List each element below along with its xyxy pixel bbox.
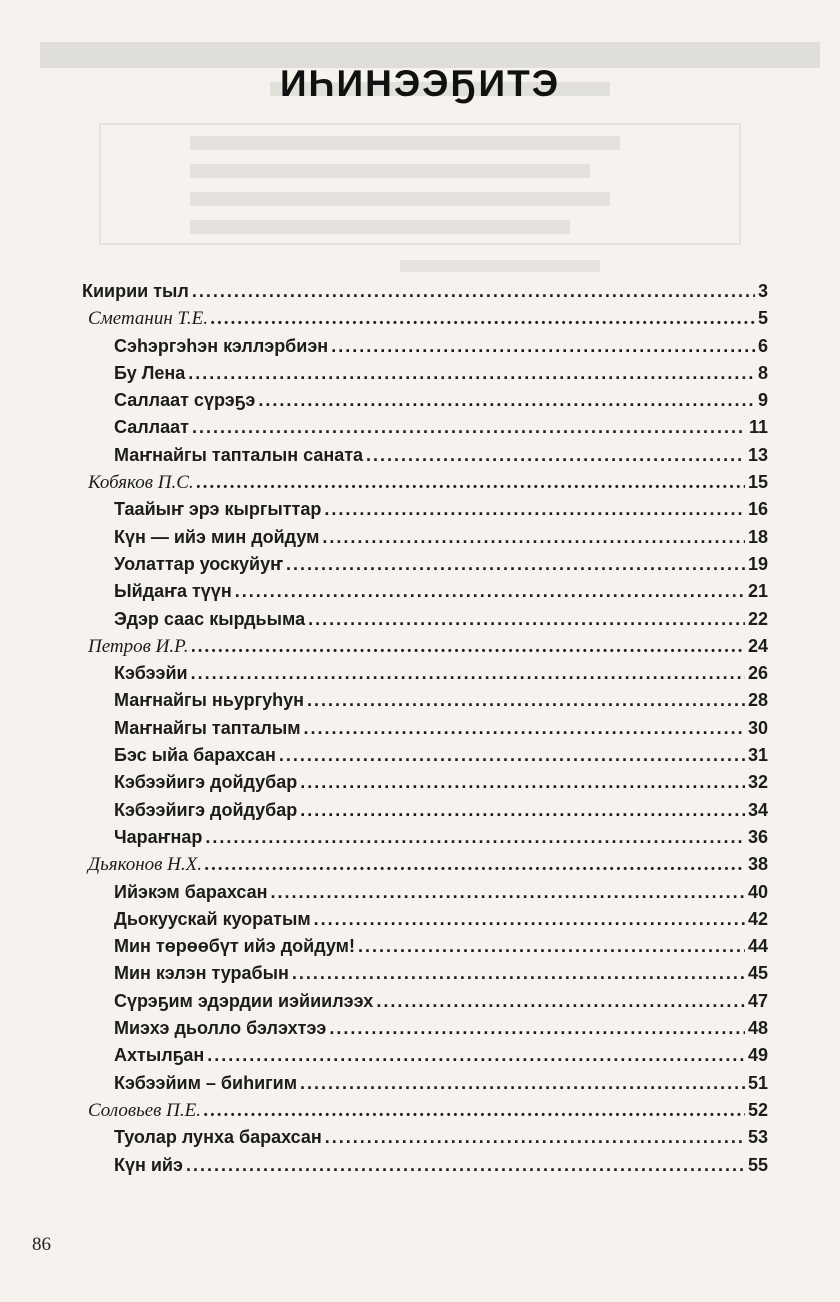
toc-entry-title: Сметанин Т.Е. [88, 308, 209, 330]
dot-leader [191, 663, 745, 684]
toc-entry-title: Дьяконов Н.Х. [88, 854, 202, 876]
dot-leader [186, 1155, 745, 1176]
toc-author-entry [88, 854, 768, 881]
toc-poem-entry [114, 663, 768, 690]
toc-entry-title: Петров И.Р. [88, 635, 189, 657]
toc-poem-entry [114, 336, 768, 363]
toc-poem-entry [114, 909, 768, 936]
toc-entry-page: 16 [747, 499, 768, 520]
dot-leader [279, 745, 745, 766]
toc-entry-title: Уолаттар уоскуйуҥ [114, 553, 283, 574]
toc-poem-entry [114, 1073, 768, 1100]
toc-poem-entry [114, 1155, 768, 1182]
toc-entry-page: 38 [747, 854, 768, 875]
dot-leader [235, 581, 745, 602]
toc-entry-page: 40 [747, 881, 768, 902]
toc-entry-title: Эдэр саас кырдьыма [114, 608, 306, 629]
dot-leader [286, 554, 745, 575]
page-number: 86 [32, 1234, 51, 1255]
toc-entry-page: 3 [757, 281, 768, 301]
dot-leader [188, 363, 755, 384]
toc-author-entry [88, 636, 768, 663]
dot-leader [204, 1100, 745, 1122]
toc-poem-entry [114, 363, 768, 390]
toc-poem-entry [114, 991, 768, 1018]
toc-poem-entry [114, 1045, 768, 1072]
toc-entry-page: 19 [747, 553, 768, 574]
toc-entry-title: Кэбээйим – биһигим [114, 1072, 298, 1093]
toc-entry-title: Саллаат сүрэҕэ [114, 390, 256, 411]
dot-leader [322, 527, 745, 548]
toc-entry-title: Кэбээйигэ дойдубар [114, 772, 298, 793]
toc-entry-page: 6 [757, 335, 768, 356]
toc-poem-entry [114, 554, 768, 581]
toc-entry-page: 45 [747, 963, 768, 984]
toc-entry-page: 13 [747, 444, 768, 465]
toc-entry-page: 8 [757, 362, 768, 383]
toc-entry-page: 31 [747, 745, 768, 766]
toc-entry-title: Кэбээйи [114, 663, 188, 684]
dot-leader [325, 1127, 745, 1148]
toc-entry-title: Күн ийэ [114, 1154, 183, 1175]
toc-entry-title: Чараҥнар [114, 826, 203, 847]
dot-leader [308, 609, 745, 630]
dot-leader [207, 1045, 745, 1066]
toc-entry-title: Мин төрөөбүт ийэ дойдум! [114, 936, 355, 957]
toc-entry-title: Күн — ийэ мин дойдум [114, 526, 320, 547]
toc-entry-title: Соловьев П.Е. [88, 1099, 201, 1121]
dot-leader [307, 690, 745, 711]
toc-poem-entry [114, 882, 768, 909]
toc-entry-title: Ахтылҕан [114, 1045, 205, 1066]
dot-leader [300, 800, 745, 821]
toc-poem-entry [114, 827, 768, 854]
toc-entry-page: 49 [747, 1045, 768, 1066]
dot-leader [329, 1018, 745, 1039]
toc-entry-page: 47 [747, 990, 768, 1011]
toc-poem-entry [114, 936, 768, 963]
toc-entry-title: Миэхэ дьолло бэлэхтээ [114, 1018, 327, 1039]
toc-poem-entry [114, 581, 768, 608]
toc-entry-page: 28 [747, 690, 768, 711]
dot-leader [304, 718, 745, 739]
dot-leader [211, 308, 755, 330]
toc-poem-entry [114, 499, 768, 526]
dot-leader [205, 827, 745, 848]
toc-entry-page: 30 [747, 717, 768, 738]
dot-leader [271, 882, 745, 903]
toc-entry-title: Сэһэргэһэн кэллэрбиэн [114, 335, 329, 356]
dot-leader [300, 772, 745, 793]
dot-leader [324, 499, 745, 520]
toc-entry-page: 52 [747, 1099, 768, 1120]
dot-leader [376, 991, 745, 1012]
toc-section-entry [82, 281, 768, 308]
page-title: ИҺИНЭЭҔИТЭ [279, 62, 561, 104]
dot-leader [192, 281, 755, 302]
toc-poem-entry [114, 800, 768, 827]
toc-entry-page: 53 [747, 1127, 768, 1148]
toc-entry-title: Саллаат [114, 417, 189, 438]
toc-poem-entry [114, 390, 768, 417]
toc-entry-page: 44 [747, 936, 768, 957]
toc-entry-page: 34 [747, 799, 768, 820]
toc-entry-page: 26 [747, 663, 768, 684]
toc-entry-title: Таайыҥ эрэ кыргыттар [114, 499, 322, 520]
toc-entry-page: 22 [747, 608, 768, 629]
toc-entry-page: 42 [747, 908, 768, 929]
dot-leader [192, 417, 746, 438]
dot-leader [205, 854, 745, 876]
toc-entry-page: 51 [747, 1072, 768, 1093]
toc-entry-title: Ыйдаҥа түүн [114, 581, 232, 602]
toc-entry-title: Дьокуускай куоратым [114, 908, 311, 929]
toc-poem-entry [114, 772, 768, 799]
toc-poem-entry [114, 445, 768, 472]
dot-leader [300, 1073, 745, 1094]
toc-entry-page: 9 [757, 390, 768, 411]
toc-poem-entry [114, 745, 768, 772]
toc-entry-title: Маҥнайгы ньургуһун [114, 690, 304, 711]
toc-entry-title: Маҥнайгы тапталын саната [114, 444, 364, 465]
toc-entry-page: 11 [748, 417, 768, 438]
dot-leader [197, 472, 745, 494]
toc-entry-page: 21 [747, 581, 768, 602]
toc-poem-entry [114, 718, 768, 745]
toc-entry-title: Бэс ыйа барахсан [114, 745, 276, 766]
toc-author-entry [88, 472, 768, 499]
dot-leader [258, 390, 755, 411]
dot-leader [292, 963, 745, 984]
toc-entry-title: Маҥнайгы тапталым [114, 717, 301, 738]
toc-entry-page: 15 [747, 472, 768, 493]
toc-entry-page: 36 [747, 826, 768, 847]
toc-entry-title: Сүрэҕим эдэрдии иэйиилээх [114, 990, 374, 1011]
toc-poem-entry [114, 1127, 768, 1154]
toc-entry-page: 48 [747, 1018, 768, 1039]
dot-leader [192, 636, 745, 658]
toc-poem-entry [114, 609, 768, 636]
toc-poem-entry [114, 690, 768, 717]
toc-author-entry [88, 1100, 768, 1127]
toc-entry-title: Киирии тыл [82, 281, 189, 301]
toc-entry-page: 18 [747, 526, 768, 547]
toc-poem-entry [114, 417, 768, 444]
dot-leader [358, 936, 745, 957]
toc-entry-title: Кэбээйигэ дойдубар [114, 799, 298, 820]
toc-entry-title: Бу Лена [114, 362, 186, 383]
toc-poem-entry [114, 527, 768, 554]
dot-leader [366, 445, 745, 466]
dot-leader [314, 909, 745, 930]
toc-poem-entry [114, 1018, 768, 1045]
toc-poem-entry [114, 963, 768, 990]
toc-author-entry [88, 308, 768, 335]
dot-leader [331, 336, 755, 357]
toc-entry-title: Кобяков П.С. [88, 472, 194, 494]
toc-entry-title: Туолар лунха барахсан [114, 1127, 322, 1148]
toc-entry-title: Ийэкэм барахсан [114, 881, 268, 902]
toc-entry-page: 24 [747, 635, 768, 656]
toc-entry-page: 32 [747, 772, 768, 793]
toc-entry-page: 55 [747, 1154, 768, 1175]
toc-entry-page: 5 [757, 308, 768, 329]
toc-entry-title: Мин кэлэн турабын [114, 963, 289, 984]
table-of-contents [82, 281, 768, 1182]
